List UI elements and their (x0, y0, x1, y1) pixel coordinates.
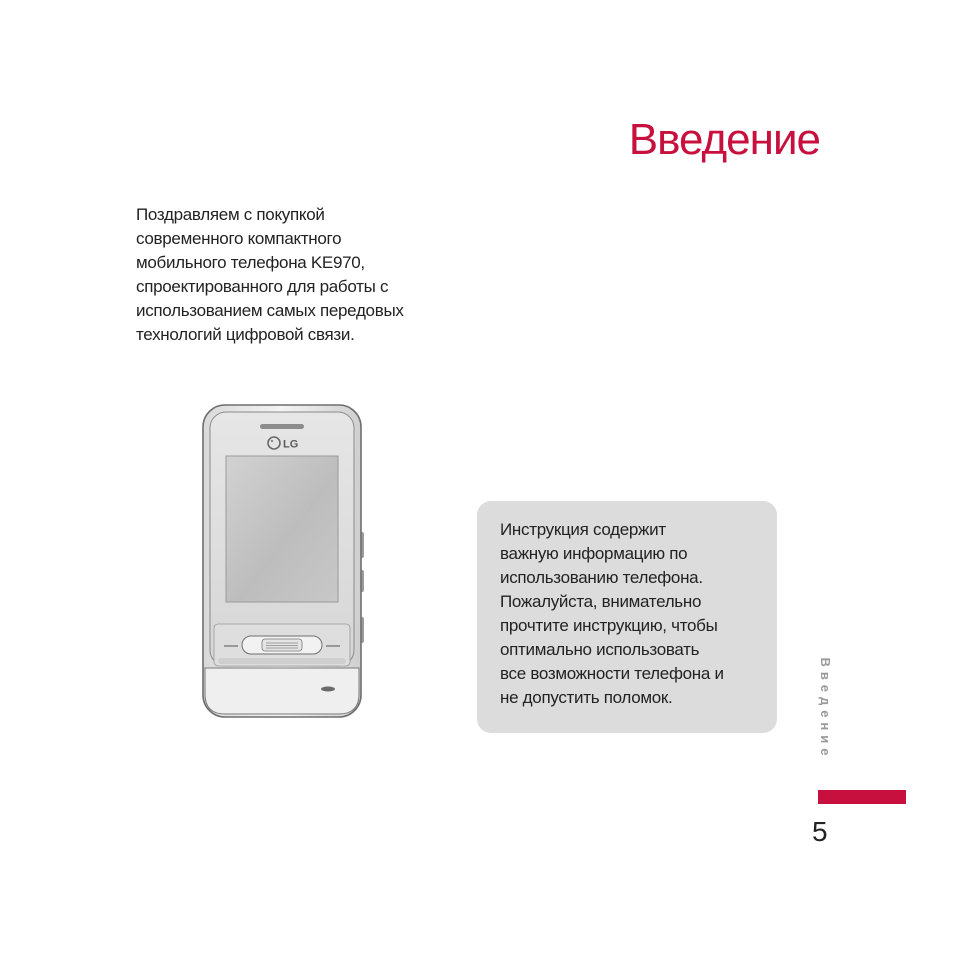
note-paragraph (500, 518, 770, 710)
brand-logo-text: LG (283, 438, 299, 451)
intro-line: Поздравляем с покупкой (136, 205, 325, 224)
intro-line: современного компактного (136, 229, 342, 248)
note-line: важную информацию по (500, 544, 688, 563)
page-number: 5 (812, 816, 828, 847)
note-line: не допустить поломок. (500, 688, 673, 707)
note-line: Пожалуйста, внимательно (500, 592, 702, 611)
note-line: все возможности телефона и (500, 664, 724, 683)
note-line: оптимально использовать (500, 640, 700, 659)
intro-line: мобильного телефона KE970, (136, 253, 365, 272)
accent-bar (818, 790, 906, 804)
note-line: Инструкция содержит (500, 520, 666, 539)
intro-line: спроектированного для работы с (136, 277, 389, 296)
intro-paragraph (136, 203, 456, 347)
intro-line: использованием самых передовых (136, 301, 404, 320)
intro-line: технологий цифровой связи. (136, 325, 355, 344)
page-title: Введение (628, 115, 820, 164)
note-line: прочтите инструкцию, чтобы (500, 616, 718, 635)
section-side-label: Введение (818, 657, 833, 761)
note-line: использованию телефона. (500, 568, 703, 587)
phone-illustration (200, 402, 370, 720)
